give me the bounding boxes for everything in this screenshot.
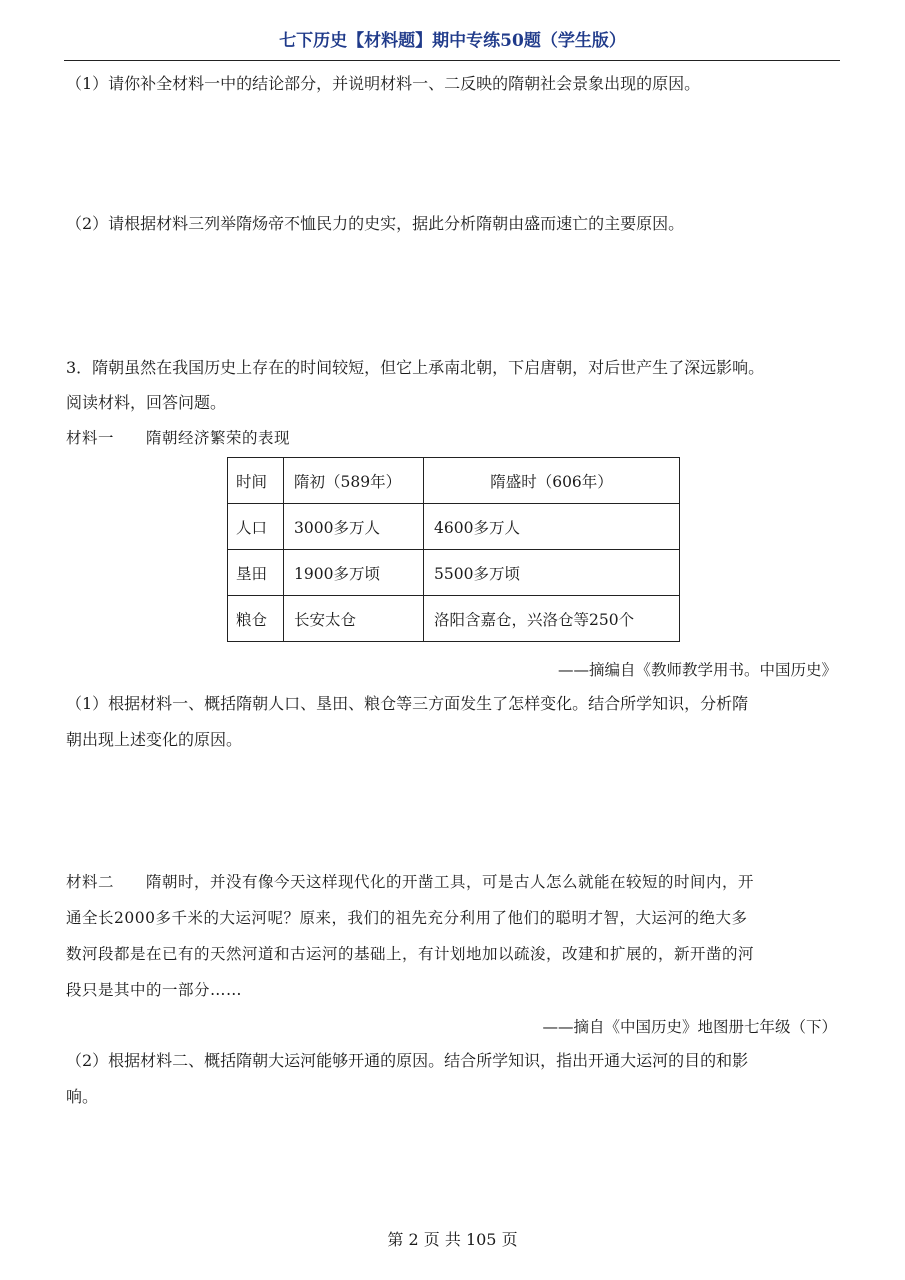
q2-sub2: （2）请根据材料三列举隋炀帝不恤民力的史实，据此分析隋朝由盛而速亡的主要原因。 [66,214,685,233]
material2-line: 段只是其中的一部分…… [66,981,243,999]
material1-source: ——摘编自《教师教学用书。中国历史》 [557,661,837,679]
q3-sub1-line1: （1）根据材料一、概括隋朝人口、垦田、粮仓等三方面发生了怎样变化。结合所学知识，分析隋 [66,694,749,713]
table-header-cell: 隋盛时（606年） [424,458,680,504]
q2-sub1: （1）请你补全材料一中的结论部分，并说明材料一、二反映的隋朝社会景象出现的原因。 [66,74,701,93]
table-cell: 1900多万顷 [284,550,424,596]
table-cell: 5500多万顷 [424,550,680,596]
table-cell: 人口 [228,504,284,550]
page-header-title: 七下历史【材料题】期中专练50题（学生版） [279,31,626,51]
material2-line: 通全长2000多千米的大运河呢？原来，我们的祖先充分利用了他们的聪明才智，大运河的绝大多 [66,909,748,927]
table-header-cell: 时间 [228,458,284,504]
q3-sub2-line2: 响。 [66,1087,99,1106]
q3-sub1-line2: 朝出现上述变化的原因。 [66,730,243,749]
q3-stem-line1: 3．隋朝虽然在我国历史上存在的时间较短，但它上承南北朝，下启唐朝，对后世产生了深远影响。 [66,358,765,377]
header-divider [64,60,840,61]
table-cell: 长安太仓 [284,596,424,642]
table-row [228,596,680,642]
table-cell: 3000多万人 [284,504,424,550]
table-cell: 4600多万人 [424,504,680,550]
table-row [228,504,680,550]
table-cell: 粮仓 [228,596,284,642]
material2-source: ——摘自《中国历史》地图册七年级（下） [542,1018,837,1036]
q3-sub2-line1: （2）根据材料二、概括隋朝大运河能够开通的原因。结合所学知识，指出开通大运河的目的和影 [66,1051,749,1070]
table-header-cell: 隋初（589年） [284,458,424,504]
table-row [228,550,680,596]
table-cell: 垦田 [228,550,284,596]
table-header-row [228,458,680,504]
material2-line: 材料二 隋朝时，并没有像今天这样现代化的开凿工具，可是古人怎么就能在较短的时间内，开 [66,873,755,891]
page-number-footer: 第 2 页 共 105 页 [387,1230,518,1249]
material1-label: 材料一 隋朝经济繁荣的表现 [66,429,291,447]
table-cell: 洛阳含嘉仓，兴洛仓等250个 [424,596,680,642]
q3-stem-line2: 阅读材料，回答问题。 [66,393,227,412]
material2-line: 数河段都是在已有的天然河道和古运河的基础上，有计划地加以疏浚，改建和扩展的，新开凿的河 [66,945,755,963]
economy-table [227,457,680,642]
